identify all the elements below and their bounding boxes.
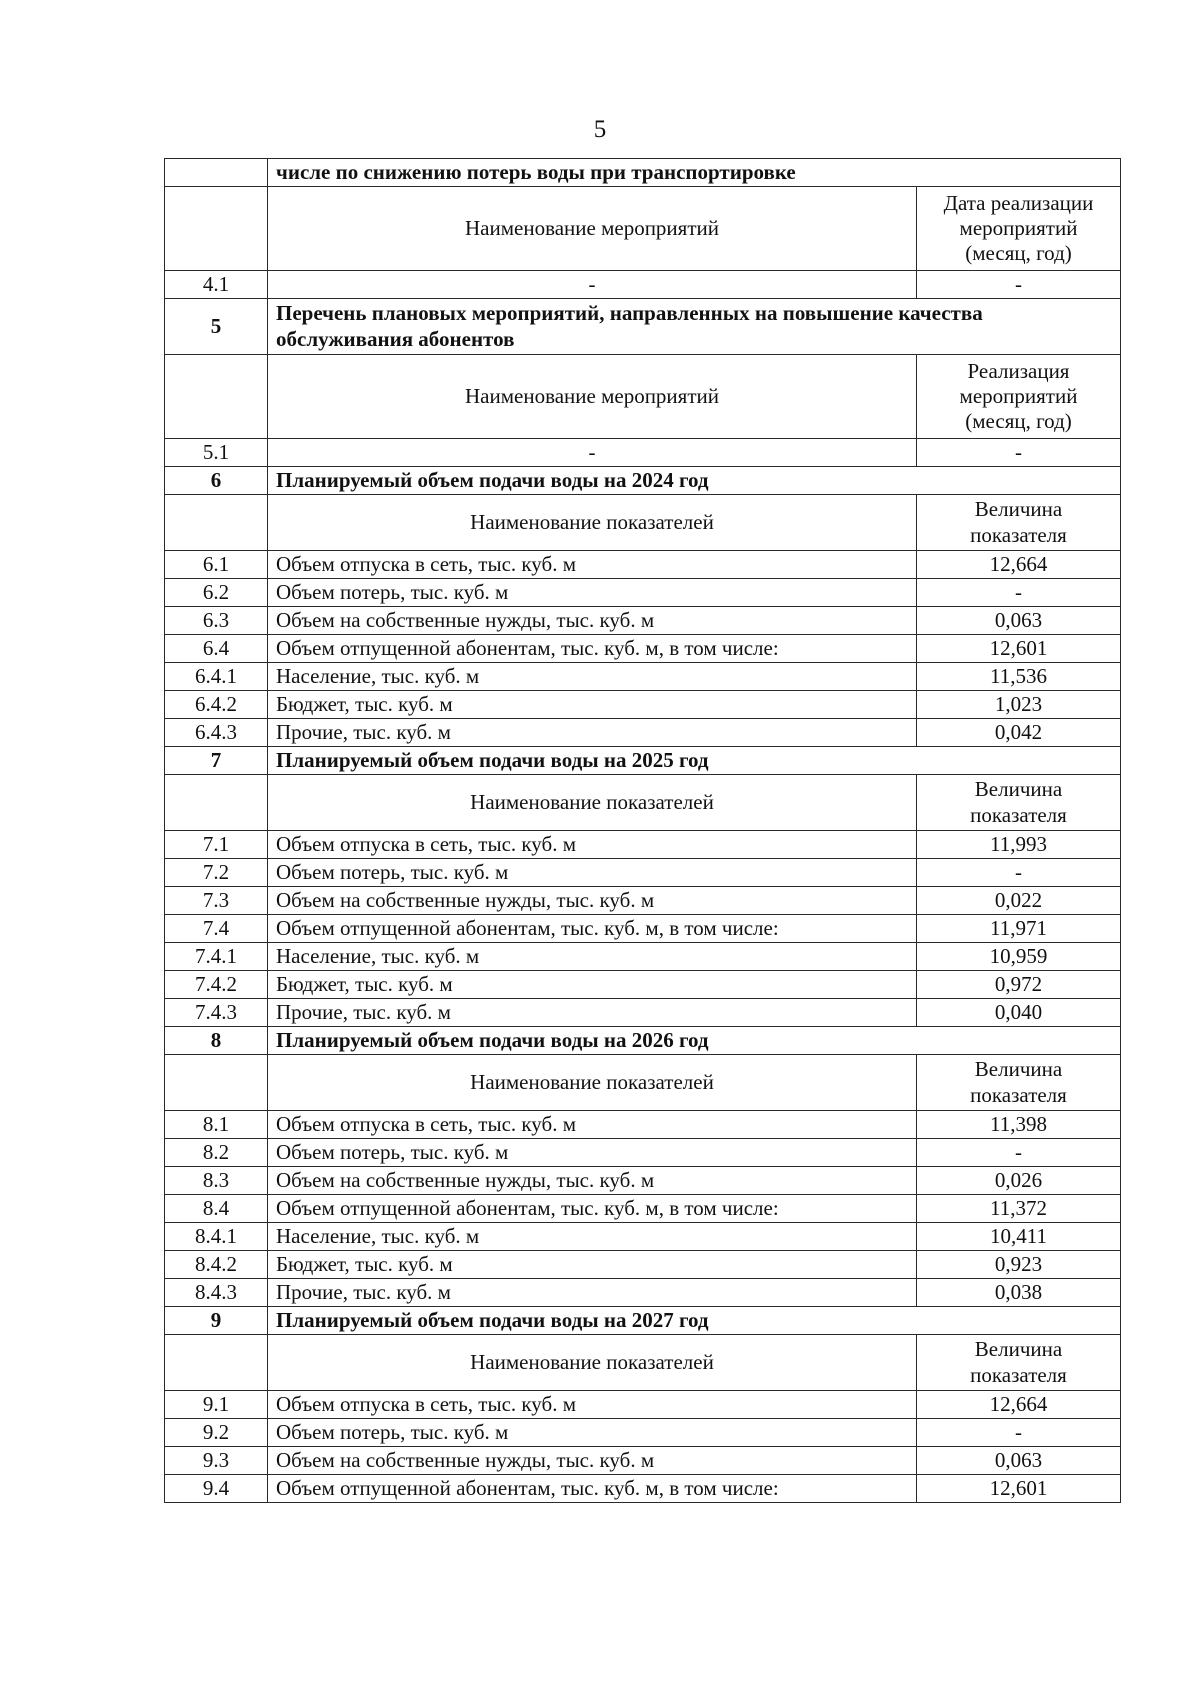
- row-name: Объем потерь, тыс. куб. м: [268, 1419, 917, 1447]
- table-row: [165, 439, 1121, 467]
- column-header-value: Величина показателя: [917, 495, 1121, 551]
- column-header-name: Наименование показателей: [268, 495, 917, 551]
- row-number: 6.3: [165, 607, 268, 635]
- row-number: 7.4.1: [165, 943, 268, 971]
- row-value: 0,022: [917, 887, 1121, 915]
- section-header-row: [165, 1335, 1121, 1391]
- table-row: [165, 1447, 1121, 1475]
- column-header-name: Наименование мероприятий: [268, 187, 917, 271]
- row-name: Бюджет, тыс. куб. м: [268, 1251, 917, 1279]
- column-header-date: Дата реализации мероприятий (месяц, год): [917, 187, 1121, 271]
- table-row: [165, 663, 1121, 691]
- section-number: 7: [165, 747, 268, 775]
- section4-header-row: [165, 187, 1121, 271]
- table-row: [165, 271, 1121, 299]
- column-header-value: Величина показателя: [917, 1335, 1121, 1391]
- section-header-row: [165, 495, 1121, 551]
- table-row: [165, 1139, 1121, 1167]
- row-number: 8.4.3: [165, 1279, 268, 1307]
- row-number: [165, 495, 268, 551]
- column-header-value: Величина показателя: [917, 775, 1121, 831]
- row-value: 0,972: [917, 971, 1121, 999]
- table-row: [165, 1251, 1121, 1279]
- row-number: 8.4: [165, 1195, 268, 1223]
- section-title: Планируемый объем подачи воды на 2027 год: [268, 1307, 1121, 1335]
- document-table: [164, 158, 1121, 1503]
- row-number: 7.4.2: [165, 971, 268, 999]
- table-row: [165, 859, 1121, 887]
- table-row: [165, 999, 1121, 1027]
- row-number: [165, 775, 268, 831]
- row-name: Объем потерь, тыс. куб. м: [268, 859, 917, 887]
- page-number: 5: [593, 116, 607, 143]
- row-number: 6.4.2: [165, 691, 268, 719]
- row-value: 0,040: [917, 999, 1121, 1027]
- row-number: 7.1: [165, 831, 268, 859]
- row-name: Объем отпущенной абонентам, тыс. куб. м, в том числе:: [268, 635, 917, 663]
- table-row: [165, 551, 1121, 579]
- row-value: 11,536: [917, 663, 1121, 691]
- row-value: 11,398: [917, 1111, 1121, 1139]
- row-name: Объем отпуска в сеть, тыс. куб. м: [268, 831, 917, 859]
- table-row: [165, 831, 1121, 859]
- section5-header-row: [165, 355, 1121, 439]
- section-title: Перечень плановых мероприятий, направленных на повышение качества обслуживания абонентов: [268, 299, 1121, 355]
- row-number: 8.4.2: [165, 1251, 268, 1279]
- section-title: Планируемый объем подачи воды на 2026 год: [268, 1027, 1121, 1055]
- row-value: 0,063: [917, 607, 1121, 635]
- row-name: Бюджет, тыс. куб. м: [268, 971, 917, 999]
- row-name: Объем отпуска в сеть, тыс. куб. м: [268, 1111, 917, 1139]
- section-row: [165, 299, 1121, 355]
- continuation-row: [165, 159, 1121, 187]
- column-header-name: Наименование мероприятий: [268, 355, 917, 439]
- row-name: Прочие, тыс. куб. м: [268, 719, 917, 747]
- table-row: [165, 915, 1121, 943]
- row-value: 0,038: [917, 1279, 1121, 1307]
- row-name: Объем отпущенной абонентам, тыс. куб. м, в том числе:: [268, 1475, 917, 1503]
- row-name: Бюджет, тыс. куб. м: [268, 691, 917, 719]
- row-number: 8.1: [165, 1111, 268, 1139]
- row-number: 6.1: [165, 551, 268, 579]
- section-number: 9: [165, 1307, 268, 1335]
- row-number: [165, 187, 268, 271]
- column-header-name: Наименование показателей: [268, 775, 917, 831]
- column-header-value: Величина показателя: [917, 1055, 1121, 1111]
- row-number: 6.4.1: [165, 663, 268, 691]
- row-value: -: [917, 439, 1121, 467]
- table-row: [165, 1419, 1121, 1447]
- row-name: Объем на собственные нужды, тыс. куб. м: [268, 887, 917, 915]
- row-name: Объем на собственные нужды, тыс. куб. м: [268, 1447, 917, 1475]
- section-number: 8: [165, 1027, 268, 1055]
- row-value: 10,959: [917, 943, 1121, 971]
- row-value: 1,023: [917, 691, 1121, 719]
- section-row: [165, 747, 1121, 775]
- table-row: [165, 607, 1121, 635]
- row-number: [165, 1055, 268, 1111]
- section-number: 5: [165, 299, 268, 355]
- row-name: Объем на собственные нужды, тыс. куб. м: [268, 607, 917, 635]
- table-row: [165, 1391, 1121, 1419]
- row-name: Объем отпуска в сеть, тыс. куб. м: [268, 551, 917, 579]
- row-name: Прочие, тыс. куб. м: [268, 999, 917, 1027]
- row-number: [165, 355, 268, 439]
- section-header-row: [165, 1055, 1121, 1111]
- column-header-name: Наименование показателей: [268, 1055, 917, 1111]
- row-value: -: [917, 579, 1121, 607]
- table-row: [165, 719, 1121, 747]
- row-number: 4.1: [165, 271, 268, 299]
- section-title: Планируемый объем подачи воды на 2024 год: [268, 467, 1121, 495]
- row-name: -: [268, 271, 917, 299]
- row-value: 12,601: [917, 1475, 1121, 1503]
- row-value: 12,601: [917, 635, 1121, 663]
- section-title: Планируемый объем подачи воды на 2025 год: [268, 747, 1121, 775]
- section-title: числе по снижению потерь воды при транспортировке: [268, 159, 1121, 187]
- row-value: 0,923: [917, 1251, 1121, 1279]
- row-name: Прочие, тыс. куб. м: [268, 1279, 917, 1307]
- row-value: 0,042: [917, 719, 1121, 747]
- row-number: 9.2: [165, 1419, 268, 1447]
- row-number: 7.3: [165, 887, 268, 915]
- row-name: Население, тыс. куб. м: [268, 663, 917, 691]
- table-row: [165, 1279, 1121, 1307]
- row-value: 11,372: [917, 1195, 1121, 1223]
- row-value: -: [917, 271, 1121, 299]
- row-number: 8.3: [165, 1167, 268, 1195]
- table-row: [165, 971, 1121, 999]
- row-number: 9.4: [165, 1475, 268, 1503]
- row-number: 7.4.3: [165, 999, 268, 1027]
- row-name: Объем на собственные нужды, тыс. куб. м: [268, 1167, 917, 1195]
- row-value: -: [917, 859, 1121, 887]
- row-number: 7.2: [165, 859, 268, 887]
- row-value: 12,664: [917, 1391, 1121, 1419]
- table-row: [165, 579, 1121, 607]
- row-number: 6.4: [165, 635, 268, 663]
- row-number: 6.2: [165, 579, 268, 607]
- section-row: [165, 467, 1121, 495]
- table-row: [165, 1111, 1121, 1139]
- section-header-row: [165, 775, 1121, 831]
- table-row: [165, 943, 1121, 971]
- row-number: 9.1: [165, 1391, 268, 1419]
- row-value: 12,664: [917, 551, 1121, 579]
- row-value: 0,063: [917, 1447, 1121, 1475]
- row-name: Объем потерь, тыс. куб. м: [268, 579, 917, 607]
- table-row: [165, 1195, 1121, 1223]
- table-row: [165, 1223, 1121, 1251]
- column-header-date: Реализация мероприятий (месяц, год): [917, 355, 1121, 439]
- row-value: 0,026: [917, 1167, 1121, 1195]
- row-name: Объем потерь, тыс. куб. м: [268, 1139, 917, 1167]
- table-row: [165, 887, 1121, 915]
- row-number: [165, 1335, 268, 1391]
- row-value: 11,993: [917, 831, 1121, 859]
- table-row: [165, 1167, 1121, 1195]
- row-number: 7.4: [165, 915, 268, 943]
- table-row: [165, 691, 1121, 719]
- row-value: -: [917, 1139, 1121, 1167]
- column-header-name: Наименование показателей: [268, 1335, 917, 1391]
- row-value: -: [917, 1419, 1121, 1447]
- row-number: 6.4.3: [165, 719, 268, 747]
- row-name: -: [268, 439, 917, 467]
- table-row: [165, 1475, 1121, 1503]
- section-row: [165, 1307, 1121, 1335]
- row-name: Население, тыс. куб. м: [268, 1223, 917, 1251]
- row-name: Объем отпуска в сеть, тыс. куб. м: [268, 1391, 917, 1419]
- section-number: 6: [165, 467, 268, 495]
- row-value: 10,411: [917, 1223, 1121, 1251]
- row-number: [165, 159, 268, 187]
- row-value: 11,971: [917, 915, 1121, 943]
- row-name: Население, тыс. куб. м: [268, 943, 917, 971]
- row-number: 8.4.1: [165, 1223, 268, 1251]
- row-number: 5.1: [165, 439, 268, 467]
- row-name: Объем отпущенной абонентам, тыс. куб. м, в том числе:: [268, 915, 917, 943]
- table-row: [165, 635, 1121, 663]
- section-row: [165, 1027, 1121, 1055]
- row-number: 9.3: [165, 1447, 268, 1475]
- row-name: Объем отпущенной абонентам, тыс. куб. м, в том числе:: [268, 1195, 917, 1223]
- row-number: 8.2: [165, 1139, 268, 1167]
